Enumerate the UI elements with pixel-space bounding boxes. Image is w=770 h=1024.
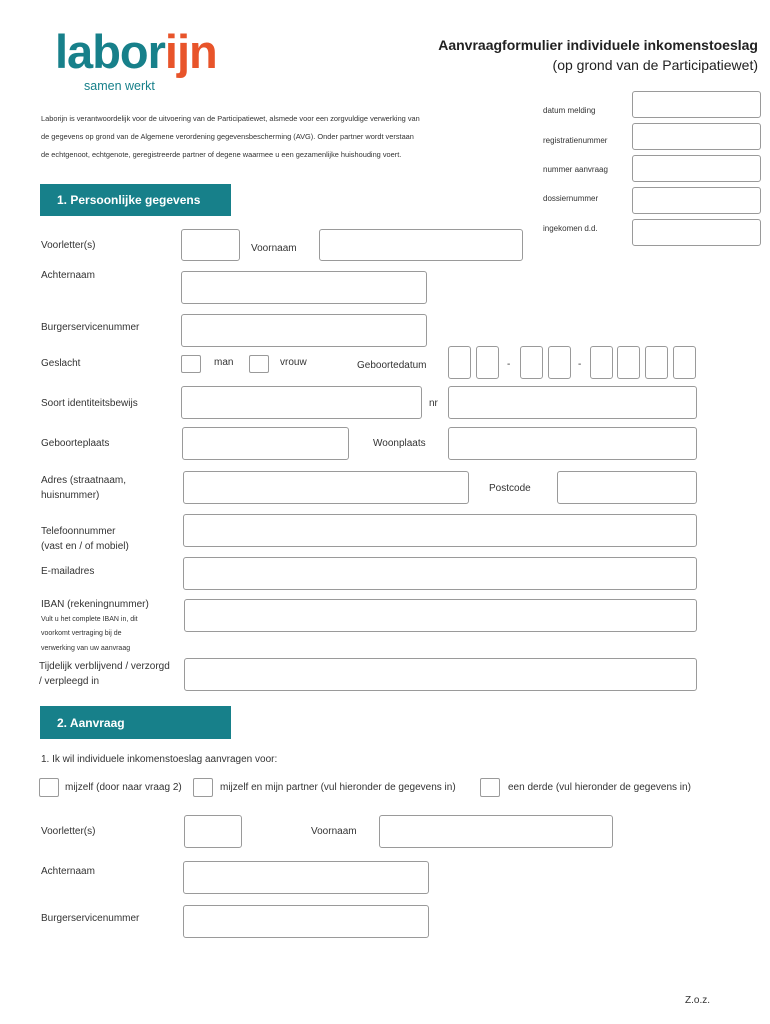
dossiernummer-label: dossiernummer [543,194,599,203]
vrouw-checkbox[interactable] [249,355,269,373]
iban-note-line-2: voorkomt vertraging bij de [41,630,122,637]
bsn-field[interactable] [181,314,427,347]
iban-note-line-3: verwerking van uw aanvraag [41,645,131,652]
page-title: Aanvraagformulier individuele inkomenstoeslag [438,37,758,53]
voorletters-field[interactable] [181,229,240,261]
iban-note-line-1: Vult u het complete IBAN in, dit [41,616,138,623]
geboortedatum-day-1[interactable] [448,346,471,379]
s2-achternaam-label: Achternaam [41,866,95,877]
ingekomen-field[interactable] [632,219,761,246]
man-checkbox[interactable] [181,355,201,373]
woonplaats-label: Woonplaats [373,438,426,449]
logo [55,25,217,78]
telefoon-label-line-2: (vast en / of mobiel) [41,541,129,552]
option-derde-checkbox[interactable] [480,778,500,797]
geboortedatum-year-2[interactable] [617,346,640,379]
aanvraag-question: 1. Ik wil individuele inkomenstoeslag aanvragen voor: [41,754,278,765]
s2-bsn-label: Burgerservicenummer [41,913,140,924]
email-field[interactable] [183,557,697,590]
telefoon-field[interactable] [183,514,697,547]
adres-label-line-2: huisnummer) [41,490,100,501]
option-mijzelf-label: mijzelf (door naar vraag 2) [65,782,182,793]
voorletters-label: Voorletter(s) [41,240,96,251]
telefoon-label-line-1: Telefoonnummer [41,526,116,537]
geboortedatum-year-1[interactable] [590,346,613,379]
adres-field[interactable] [183,471,469,504]
geboortedatum-month-2[interactable] [548,346,571,379]
intro-line-2: de gegevens op grond van de Algemene verordening gegevensbescherming (AVG). Onder partner wordt verstaan [41,132,414,141]
option-derde-label: een derde (vul hieronder de gegevens in) [508,782,691,793]
verblijf-label-line-2: / verpleegd in [39,676,100,687]
achternaam-field[interactable] [181,271,427,304]
geboortedatum-year-3[interactable] [645,346,668,379]
nr-label: nr [429,398,438,409]
geboortedatum-label: Geboortedatum [357,360,427,371]
nummer-aanvraag-field[interactable] [632,155,761,182]
nummer-aanvraag-label: nummer aanvraag [543,165,608,174]
datum-melding-field[interactable] [632,91,761,118]
section-1-header: 1. Persoonlijke gegevens [40,184,231,216]
voornaam-field[interactable] [319,229,523,261]
achternaam-label: Achternaam [41,270,95,281]
bsn-label: Burgerservicenummer [41,322,140,333]
s2-achternaam-field[interactable] [183,861,429,894]
s2-voorletters-label: Voorletter(s) [41,826,96,837]
adres-label-line-1: Adres (straatnaam, [41,475,127,486]
verblijf-field[interactable] [184,658,697,691]
s2-voornaam-label: Voornaam [311,826,357,837]
option-partner-label: mijzelf en mijn partner (vul hieronder de gegevens in) [220,782,456,793]
identiteitsbewijs-field[interactable] [181,386,422,419]
iban-label: IBAN (rekeningnummer) [41,599,149,610]
page-subtitle: (op grond van de Participatiewet) [552,57,758,73]
identiteitsbewijs-nr-field[interactable] [448,386,697,419]
dossiernummer-field[interactable] [632,187,761,214]
section-2-header: 2. Aanvraag [40,706,231,739]
woonplaats-field[interactable] [448,427,697,460]
iban-field[interactable] [184,599,697,632]
s2-voornaam-field[interactable] [379,815,613,848]
option-partner-checkbox[interactable] [193,778,213,797]
date-separator-2: - [578,359,582,370]
registratienummer-field[interactable] [632,123,761,150]
man-label: man [214,357,234,368]
logo-tagline: samen werkt [84,79,155,93]
voornaam-label: Voornaam [251,243,297,254]
ingekomen-label: ingekomen d.d. [543,224,598,233]
s2-voorletters-field[interactable] [184,815,242,848]
zoz-note: Z.o.z. [685,995,711,1006]
intro-line-1: Laborijn is verantwoordelijk voor de uitvoering van de Participatiewet, alsmede voor een zorgvuldige verwerking van [41,114,420,123]
geboorteplaats-label: Geboorteplaats [41,438,110,449]
vrouw-label: vrouw [280,357,307,368]
geboortedatum-month-1[interactable] [520,346,543,379]
postcode-field[interactable] [557,471,697,504]
verblijf-label-line-1: Tijdelijk verblijvend / verzorgd [39,661,170,672]
s2-bsn-field[interactable] [183,905,429,938]
geboortedatum-year-4[interactable] [673,346,696,379]
logo-accent-text: ijn [164,25,217,78]
date-separator-1: - [507,359,511,370]
registratienummer-label: registratienummer [543,136,608,145]
option-mijzelf-checkbox[interactable] [39,778,59,797]
intro-line-3: de echtgenoot, echtgenote, geregistreerde partner of degene waarmee u een gezamenlijke huishouding voert. [41,150,402,159]
geboortedatum-day-2[interactable] [476,346,499,379]
geslacht-label: Geslacht [41,358,81,369]
datum-melding-label: datum melding [543,106,596,115]
postcode-label: Postcode [489,483,531,494]
identiteitsbewijs-label: Soort identiteitsbewijs [41,398,138,409]
geboorteplaats-field[interactable] [182,427,349,460]
email-label: E-mailadres [41,566,95,577]
logo-main-text: labor [55,25,165,78]
